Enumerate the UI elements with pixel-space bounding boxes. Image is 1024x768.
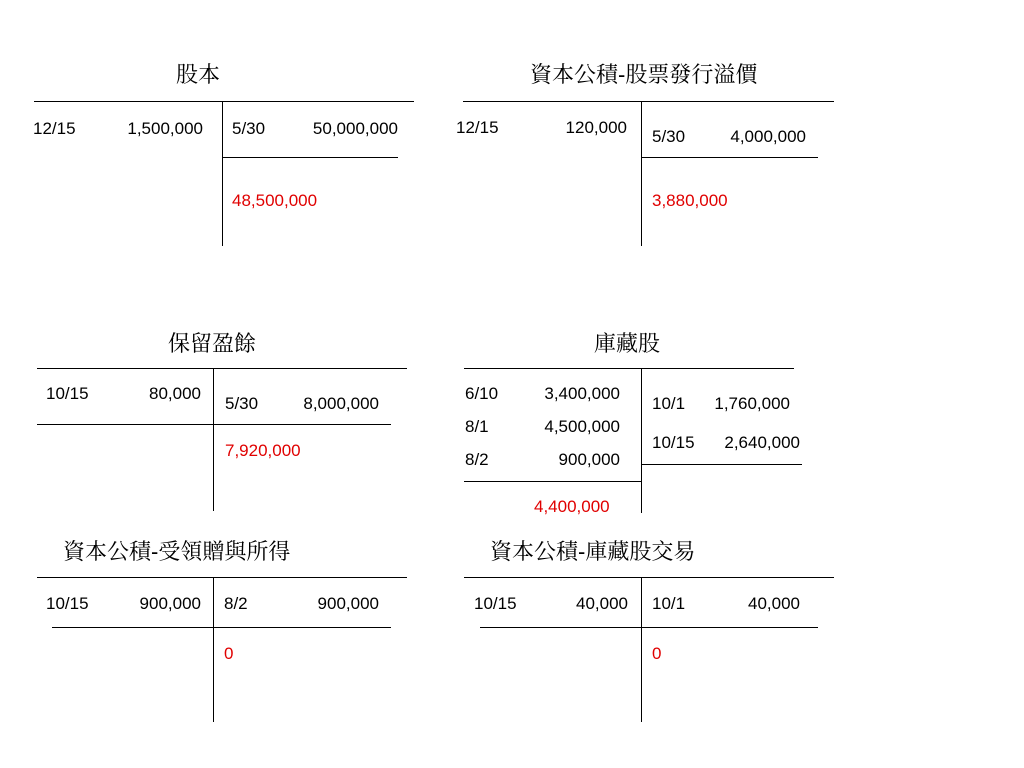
debit-amount: 80,000 (149, 384, 201, 403)
debit-amount: 4,500,000 (544, 417, 620, 436)
top-rule (464, 368, 794, 369)
credit-total-rule (641, 157, 818, 158)
account-title: 資本公積-受領贈與所得 (63, 539, 291, 564)
top-rule (37, 368, 407, 369)
center-rule (213, 368, 214, 511)
debit-amount: 900,000 (139, 594, 201, 613)
account-title: 庫藏股 (594, 331, 661, 356)
top-rule (37, 577, 407, 578)
account-title: 保留盈餘 (168, 331, 257, 356)
total-rule (37, 424, 391, 425)
debit-date: 6/10 (465, 384, 499, 403)
credit-amount: 40,000 (748, 594, 800, 613)
balance-amount: 4,400,000 (534, 497, 610, 516)
credit-date: 5/30 (652, 127, 686, 146)
debit-date: 8/1 (465, 417, 489, 436)
credit-amount: 1,760,000 (714, 394, 790, 413)
credit-amount: 4,000,000 (730, 127, 806, 146)
balance-amount: 7,920,000 (225, 441, 301, 460)
debit-amount: 120,000 (565, 118, 627, 137)
account-title: 資本公積-庫藏股交易 (490, 539, 696, 564)
total-rule (52, 627, 391, 628)
credit-date: 5/30 (232, 119, 266, 138)
debit-date: 12/15 (456, 118, 499, 137)
balance-amount: 3,880,000 (652, 191, 728, 210)
total-rule (480, 627, 818, 628)
center-rule (641, 368, 642, 513)
debit-date: 12/15 (33, 119, 76, 138)
credit-date: 10/15 (652, 433, 695, 452)
credit-total-rule (222, 157, 398, 158)
debit-amount: 1,500,000 (127, 119, 203, 138)
credit-date: 10/1 (652, 394, 686, 413)
balance-amount: 48,500,000 (232, 191, 318, 210)
center-rule (213, 577, 214, 722)
center-rule (641, 101, 642, 246)
credit-amount: 50,000,000 (312, 119, 398, 138)
top-rule (463, 101, 834, 102)
account-title: 股本 (176, 62, 221, 87)
debit-total-rule (464, 481, 641, 482)
balance-amount: 0 (224, 644, 234, 663)
center-rule (641, 577, 642, 722)
debit-date: 10/15 (46, 384, 89, 403)
credit-date: 8/2 (224, 594, 248, 613)
credit-amount: 8,000,000 (303, 394, 379, 413)
debit-date: 8/2 (465, 450, 489, 469)
account-title: 資本公積-股票發行溢價 (530, 62, 758, 87)
center-rule (222, 101, 223, 246)
debit-amount: 900,000 (558, 450, 620, 469)
debit-amount: 40,000 (576, 594, 628, 613)
credit-date: 10/1 (652, 594, 686, 613)
debit-date: 10/15 (46, 594, 89, 613)
top-rule (464, 577, 834, 578)
debit-amount: 3,400,000 (544, 384, 620, 403)
credit-amount: 2,640,000 (724, 433, 800, 452)
debit-date: 10/15 (474, 594, 517, 613)
credit-amount: 900,000 (317, 594, 379, 613)
credit-date: 5/30 (225, 394, 259, 413)
credit-total-rule (641, 464, 802, 465)
balance-amount: 0 (652, 644, 662, 663)
top-rule (34, 101, 414, 102)
